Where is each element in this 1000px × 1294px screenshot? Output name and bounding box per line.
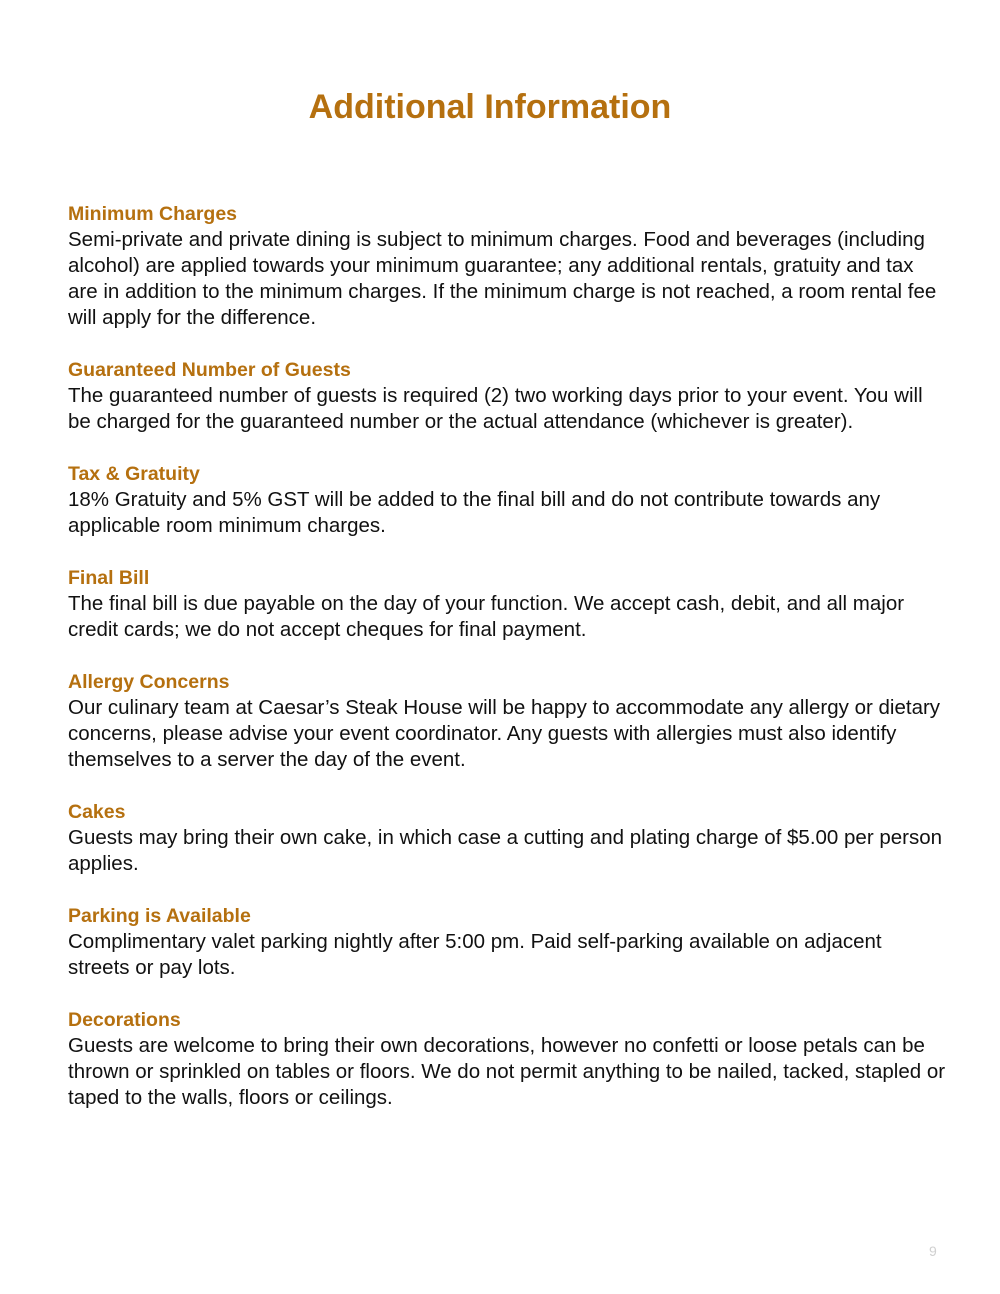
section-minimum-charges: [68, 201, 948, 331]
section-heading: Allergy Concerns: [68, 671, 230, 693]
section-heading: Tax & Gratuity: [68, 463, 200, 485]
section-body: Complimentary valet parking nightly after 5:00 pm. Paid self-parking available on adjacent streets or pay lots.: [68, 930, 882, 979]
section-heading: Parking is Available: [68, 905, 251, 927]
section-heading: Cakes: [68, 801, 126, 823]
section-heading: Minimum Charges: [68, 203, 238, 225]
section-heading: Guaranteed Number of Guests: [68, 359, 351, 381]
section-heading: Final Bill: [68, 567, 150, 589]
section-parking: [68, 903, 948, 981]
info-sections: [68, 201, 948, 1137]
page-number: 9: [929, 1243, 937, 1259]
section-tax-gratuity: [68, 461, 948, 539]
section-decorations: [68, 1007, 948, 1111]
section-allergy-concerns: [68, 669, 948, 773]
section-body: The guaranteed number of guests is required (2) two working days prior to your event. You will be charged for the guaranteed number or the actual attendance (whichever is greater).: [68, 384, 923, 433]
section-body: Semi-private and private dining is subject to minimum charges. Food and beverages (including alcohol) are applied towards your minimum guarantee; any additional rentals, gratuity and tax are in addition to the minimum charges. If the minimum charge is not reached, a room rental fee will apply for the difference.: [68, 228, 937, 329]
section-cakes: [68, 799, 948, 877]
section-body: Guests may bring their own cake, in which case a cutting and plating charge of $5.00 per person applies.: [68, 826, 943, 875]
section-body: 18% Gratuity and 5% GST will be added to the final bill and do not contribute towards any applicable room minimum charges.: [68, 488, 881, 537]
page-title: Additional Information: [308, 88, 672, 126]
section-body: Our culinary team at Caesar’s Steak House will be happy to accommodate any allergy or dietary concerns, please advise your event coordinator. Any guests with allergies must also identify themselves to a server the day of the event.: [68, 696, 941, 771]
section-body: Guests are welcome to bring their own decorations, however no confetti or loose petals can be thrown or sprinkled on tables or floors. We do not permit anything to be nailed, tacked, stapled or taped to the walls, floors or ceilings.: [68, 1034, 946, 1109]
section-heading: Decorations: [68, 1009, 181, 1031]
section-guaranteed-guests: [68, 357, 948, 435]
section-body: The final bill is due payable on the day of your function. We accept cash, debit, and all major credit cards; we do not accept cheques for final payment.: [68, 592, 905, 641]
section-final-bill: [68, 565, 948, 643]
